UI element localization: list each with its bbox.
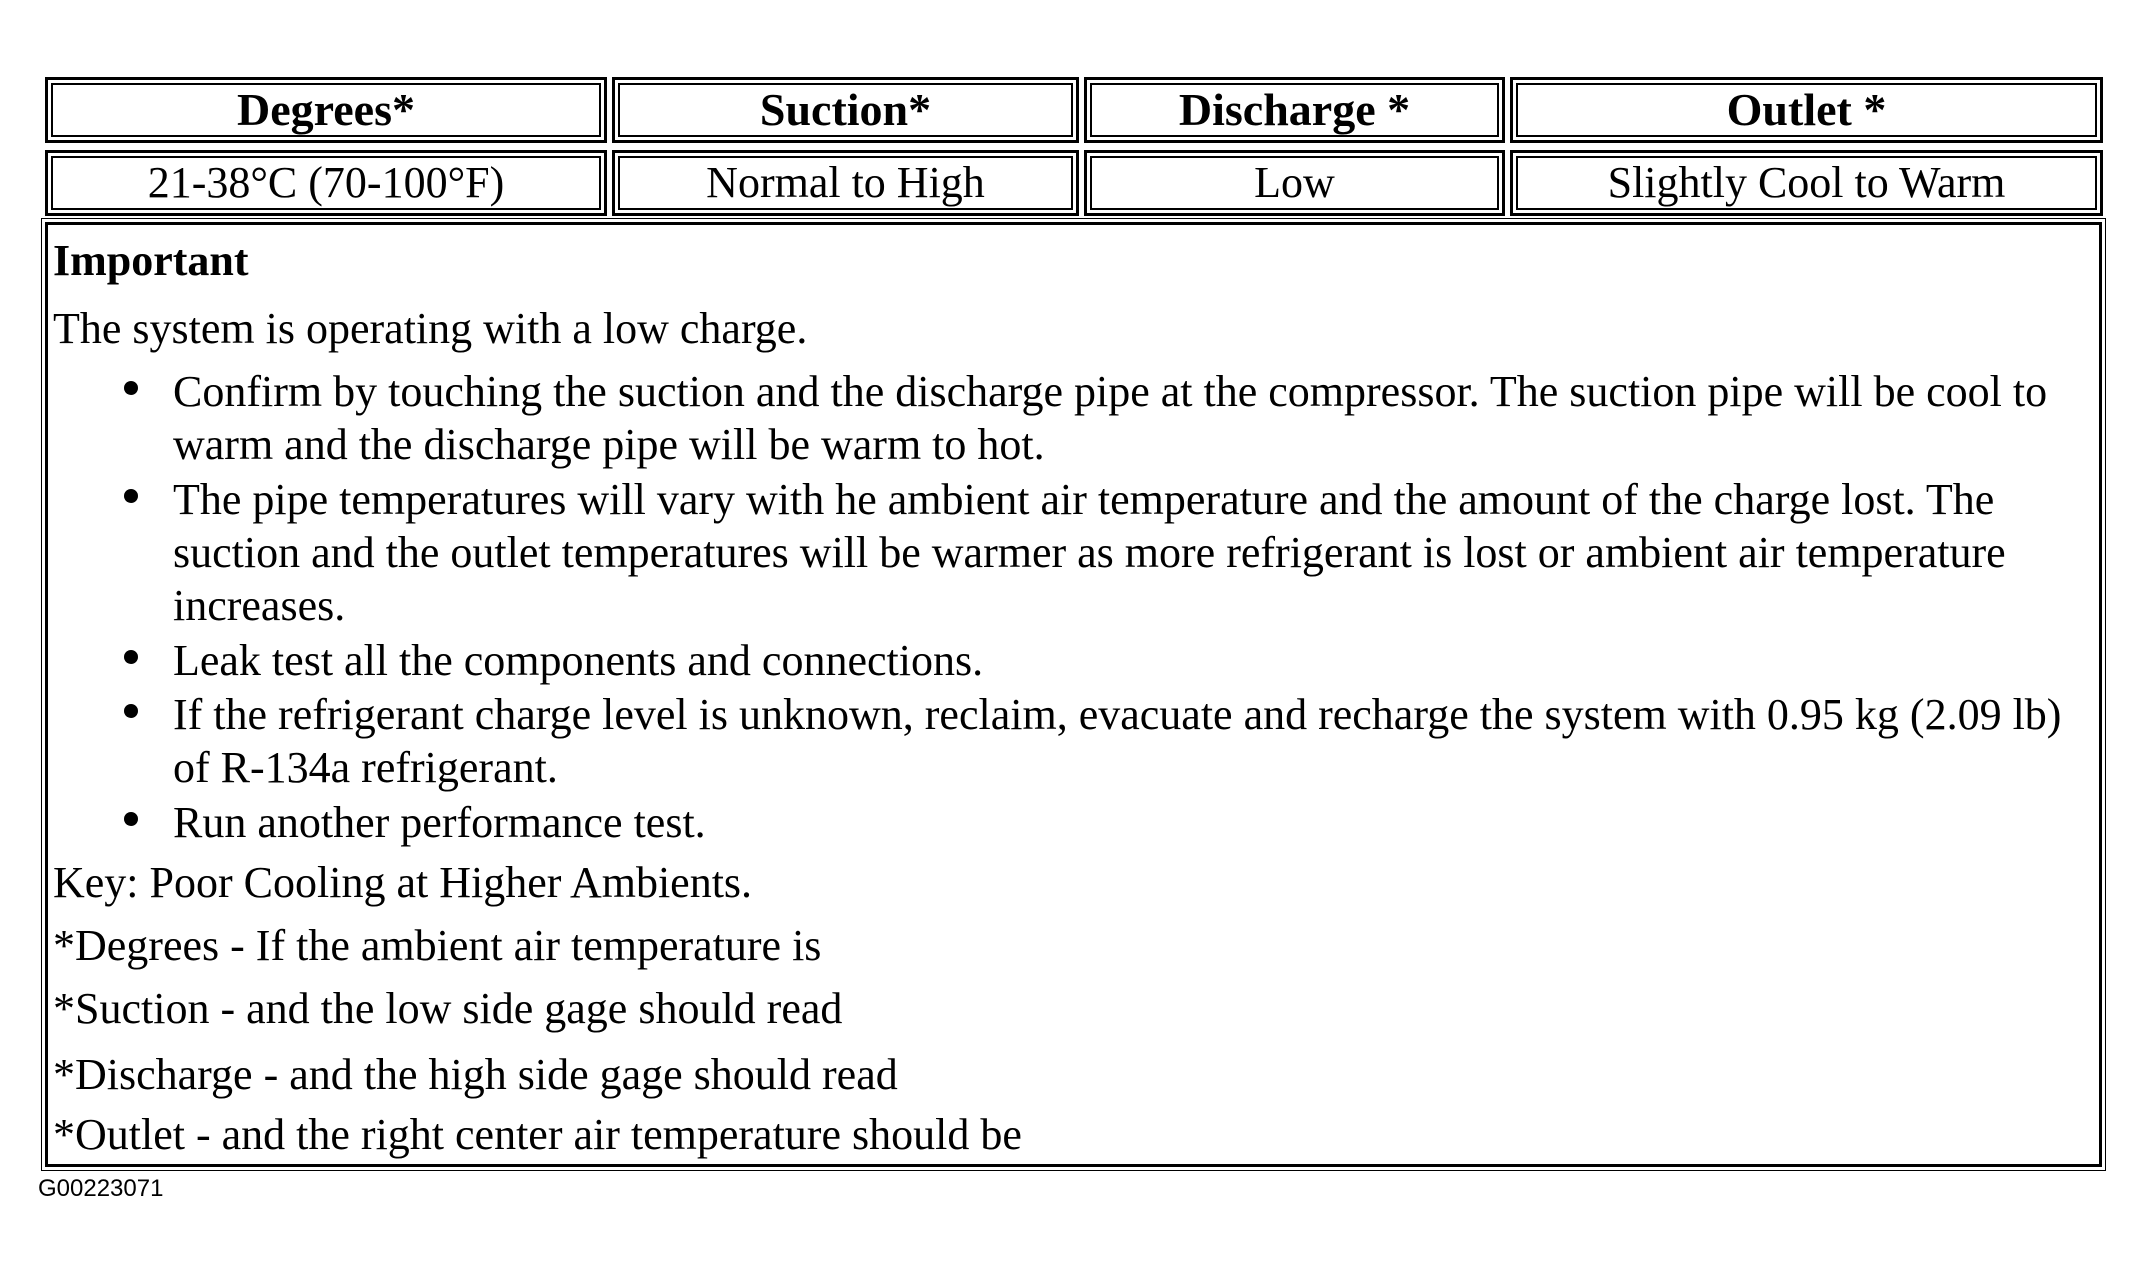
value-suction xyxy=(612,150,1079,216)
header-suction xyxy=(612,77,1079,143)
list-item xyxy=(48,796,2088,849)
header-suction-label: Suction* xyxy=(759,84,932,135)
header-discharge xyxy=(1084,77,1505,143)
bullet-icon xyxy=(124,812,138,826)
value-degrees-text: 21-38°C (70-100°F) xyxy=(147,158,505,207)
header-outlet xyxy=(1510,77,2103,143)
value-outlet xyxy=(1510,150,2103,216)
footnote-suction: *Suction - and the low side gage should read xyxy=(53,984,843,1033)
bullet-icon xyxy=(124,650,138,664)
footnote-outlet: *Outlet - and the right center air temperature should be xyxy=(53,1110,1022,1159)
list-item-text: If the refrigerant charge level is unknown, reclaim, evacuate and recharge the system with 0.95 kg (2.09 lb) of R-134a refrigerant. xyxy=(173,690,2062,792)
list-item xyxy=(48,634,2088,687)
list-item xyxy=(48,473,2088,632)
note-box xyxy=(45,222,2102,1167)
note-heading: Important xyxy=(53,236,249,285)
value-discharge xyxy=(1084,150,1505,216)
key-line: Key: Poor Cooling at Higher Ambients. xyxy=(53,858,753,907)
list-item-text: Confirm by touching the suction and the discharge pipe at the compressor. The suction pipe will be cool to warm and the discharge pipe will be warm to hot. xyxy=(173,367,2048,469)
footnote-discharge: *Discharge - and the high side gage should read xyxy=(53,1050,898,1099)
value-outlet-text: Slightly Cool to Warm xyxy=(1607,158,2006,207)
value-degrees xyxy=(45,150,607,216)
header-degrees xyxy=(45,77,607,143)
header-degrees-label: Degrees* xyxy=(237,84,415,135)
list-item xyxy=(48,688,2088,794)
list-item-text: The pipe temperatures will vary with he ambient air temperature and the amount of the charge lost. The suction and the outlet temperatures will be warmer as more refrigerant is lost or ambient air temperature increases. xyxy=(173,475,2006,630)
list-item xyxy=(48,365,2088,471)
figure-code: G00223071 xyxy=(38,1175,164,1202)
note-bullet-list xyxy=(48,365,2088,849)
list-item-text: Run another performance test. xyxy=(173,798,706,847)
header-outlet-label: Outlet * xyxy=(1726,84,1887,135)
bullet-icon xyxy=(124,704,138,718)
footnote-degrees: *Degrees - If the ambient air temperature is xyxy=(53,921,822,970)
bullet-icon xyxy=(124,489,138,503)
bullet-icon xyxy=(124,381,138,395)
value-discharge-text: Low xyxy=(1254,158,1335,207)
note-intro: The system is operating with a low charge. xyxy=(53,304,808,353)
header-discharge-label: Discharge * xyxy=(1178,84,1411,135)
list-item-text: Leak test all the components and connections. xyxy=(173,636,984,685)
value-suction-text: Normal to High xyxy=(706,158,985,207)
